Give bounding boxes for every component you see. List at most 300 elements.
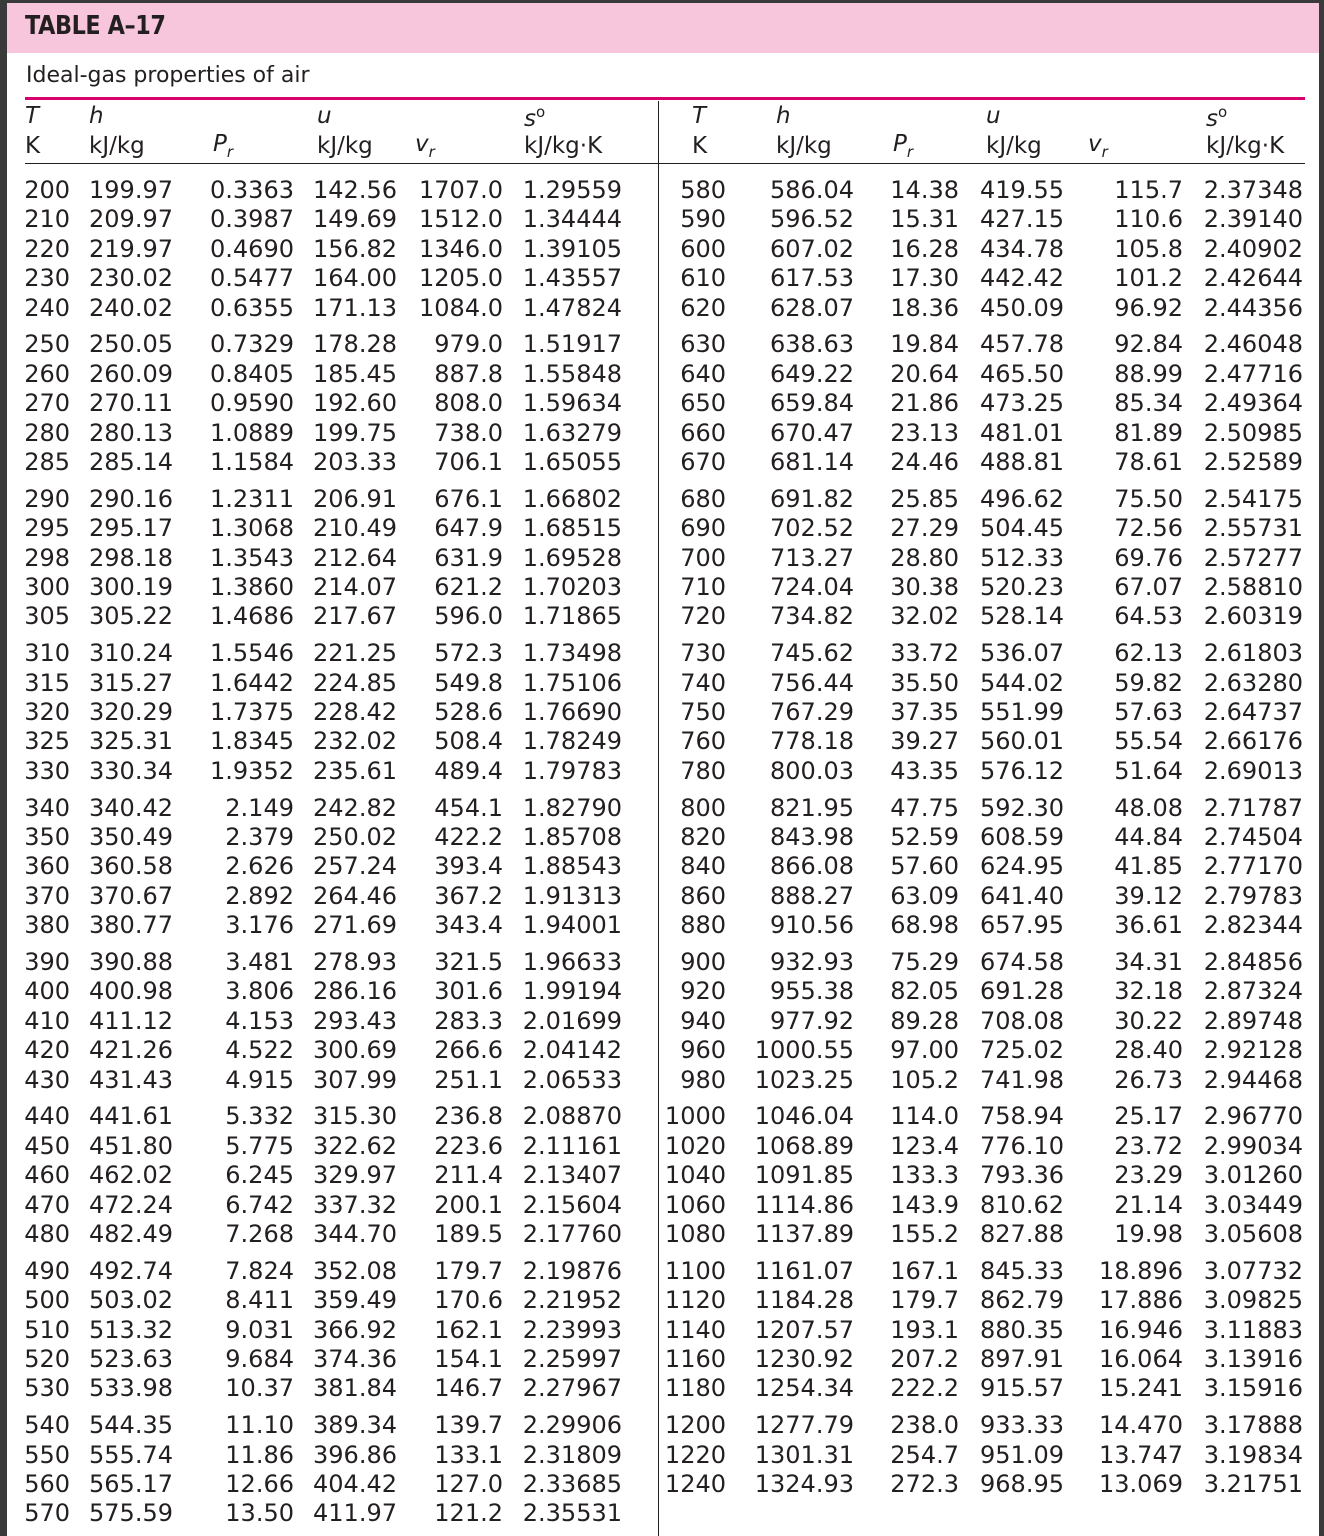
cell-u: 657.95 [980, 911, 1064, 940]
cell-pr: 1.5546 [210, 639, 294, 668]
cell-h: 285.14 [89, 448, 173, 476]
cell-h: 315.27 [89, 668, 173, 697]
cell-pr: 19.84 [890, 330, 959, 359]
cell-t-k: 760 [680, 727, 726, 756]
cell-h: 681.14 [770, 448, 854, 476]
cell-h: 320.29 [89, 698, 173, 726]
header-symbol-s0: $s^o$ [1206, 103, 1228, 132]
cell-s0: 2.35531 [522, 1499, 622, 1528]
cell-s0: 2.31809 [522, 1440, 622, 1469]
cell-pr: 52.59 [890, 823, 959, 851]
cell-t-k: 500 [24, 1286, 70, 1315]
cell-t-k: 230 [24, 264, 70, 293]
cell-h: 462.02 [89, 1161, 173, 1190]
cell-vr: 154.1 [434, 1345, 503, 1373]
cell-u: 286.16 [313, 977, 397, 1006]
cell-u: 915.57 [980, 1374, 1064, 1403]
cell-u: 520.23 [980, 573, 1064, 601]
cell-pr: 0.3363 [210, 176, 294, 204]
cell-pr: 1.3543 [210, 543, 294, 572]
cell-vr: 67.07 [1114, 573, 1183, 601]
cell-pr: 28.80 [890, 543, 959, 572]
cell-h: 888.27 [770, 881, 854, 910]
cell-s0: 2.99034 [1203, 1131, 1303, 1160]
cell-t-k: 900 [680, 948, 726, 976]
cell-h: 767.29 [770, 698, 854, 726]
cell-h: 298.18 [89, 543, 173, 572]
cell-s0: 2.33685 [522, 1470, 622, 1498]
cell-u: 185.45 [313, 359, 397, 388]
cell-u: 641.40 [980, 881, 1064, 910]
cell-s0: 1.68515 [522, 514, 622, 543]
cell-vr: 64.53 [1114, 602, 1183, 631]
cell-h: 300.19 [89, 573, 173, 601]
cell-h: 1068.89 [754, 1131, 854, 1160]
cell-vr: 121.2 [434, 1499, 503, 1528]
cell-vr: 81.89 [1114, 418, 1183, 447]
cell-vr: 179.7 [434, 1256, 503, 1285]
cell-s0: 2.96770 [1203, 1102, 1303, 1131]
cell-t-k: 1140 [664, 1315, 726, 1344]
cell-s0: 2.47716 [1203, 359, 1303, 388]
table-caption: Ideal-gas properties of air [26, 63, 310, 88]
cell-pr: 6.742 [225, 1190, 294, 1219]
cell-pr: 47.75 [890, 793, 959, 822]
cell-h: 492.74 [89, 1256, 173, 1285]
cell-u: 608.59 [980, 823, 1064, 851]
cell-h: 240.02 [89, 293, 173, 322]
cell-u: 142.56 [313, 176, 397, 204]
cell-t-k: 340 [24, 793, 70, 822]
cell-t-k: 250 [24, 330, 70, 359]
cell-vr: 13.069 [1099, 1470, 1183, 1498]
cell-s0: 2.71787 [1203, 793, 1303, 822]
cell-pr: 2.626 [225, 852, 294, 881]
cell-u: 359.49 [313, 1286, 397, 1315]
cell-s0: 2.15604 [522, 1190, 622, 1219]
cell-vr: 422.2 [434, 823, 503, 851]
cell-t-k: 560 [24, 1470, 70, 1498]
cell-pr: 6.245 [225, 1161, 294, 1190]
cell-t-k: 460 [24, 1161, 70, 1190]
cell-u: 250.02 [313, 823, 397, 851]
cell-vr: 146.7 [434, 1374, 503, 1403]
cell-pr: 143.9 [890, 1190, 959, 1219]
cell-h: 441.61 [89, 1102, 173, 1131]
cell-s0: 1.43557 [522, 264, 622, 293]
cell-u: 389.34 [313, 1411, 397, 1440]
cell-vr: 1346.0 [419, 234, 503, 263]
header-symbol-pr: $P_r$ [213, 131, 234, 161]
cell-u: 481.01 [980, 418, 1064, 447]
cell-u: 264.46 [313, 881, 397, 910]
cell-u: 544.02 [980, 668, 1064, 697]
cell-t-k: 370 [24, 881, 70, 910]
cell-s0: 1.79783 [522, 756, 622, 785]
cell-t-k: 280 [24, 418, 70, 447]
cell-vr: 631.9 [434, 543, 503, 572]
cell-vr: 887.8 [434, 359, 503, 388]
cell-u: 337.32 [313, 1190, 397, 1219]
cell-s0: 2.46048 [1203, 330, 1303, 359]
cell-t-k: 670 [680, 448, 726, 476]
cell-h: 290.16 [89, 484, 173, 513]
cell-t-k: 290 [24, 484, 70, 513]
cell-vr: 676.1 [434, 484, 503, 513]
cell-vr: 139.7 [434, 1411, 503, 1440]
cell-u: 352.08 [313, 1256, 397, 1285]
cell-vr: 15.241 [1099, 1374, 1183, 1403]
cell-pr: 27.29 [890, 514, 959, 543]
cell-t-k: 1200 [664, 1411, 726, 1440]
cell-h: 482.49 [89, 1220, 173, 1248]
cell-u: 212.64 [313, 543, 397, 572]
cell-t-k: 1060 [664, 1190, 726, 1219]
cell-u: 473.25 [980, 389, 1064, 418]
cell-s0: 2.92128 [1203, 1036, 1303, 1065]
cell-s0: 3.01260 [1203, 1161, 1303, 1190]
cell-s0: 2.77170 [1203, 852, 1303, 881]
cell-s0: 1.94001 [522, 911, 622, 940]
cell-s0: 2.11161 [522, 1131, 622, 1160]
cell-h: 565.17 [89, 1470, 173, 1498]
cell-pr: 1.6442 [210, 668, 294, 697]
cell-s0: 1.71865 [522, 602, 622, 631]
header-symbol-vr: $v_r$ [415, 131, 435, 161]
cell-h: 1254.34 [754, 1374, 854, 1403]
cell-s0: 2.89748 [1203, 1006, 1303, 1035]
cell-t-k: 600 [680, 234, 726, 263]
cell-vr: 1512.0 [419, 205, 503, 234]
cell-t-k: 270 [24, 389, 70, 418]
cell-vr: 301.6 [434, 977, 503, 1006]
cell-vr: 223.6 [434, 1131, 503, 1160]
cell-pr: 16.28 [890, 234, 959, 263]
cell-s0: 1.91313 [522, 881, 622, 910]
cell-t-k: 610 [680, 264, 726, 293]
cell-t-k: 298 [24, 543, 70, 572]
cell-t-k: 200 [24, 176, 70, 204]
cell-pr: 1.2311 [210, 484, 294, 513]
cell-u: 691.28 [980, 977, 1064, 1006]
cell-u: 776.10 [980, 1131, 1064, 1160]
header-unit-u: kJ/kg [986, 133, 1042, 159]
cell-h: 523.63 [89, 1345, 173, 1373]
cell-t-k: 800 [680, 793, 726, 822]
cell-u: 199.75 [313, 418, 397, 447]
cell-t-k: 450 [24, 1131, 70, 1160]
cell-s0: 1.99194 [522, 977, 622, 1006]
cell-vr: 1707.0 [419, 176, 503, 204]
cell-vr: 170.6 [434, 1286, 503, 1315]
cell-h: 724.04 [770, 573, 854, 601]
cell-vr: 127.0 [434, 1470, 503, 1498]
cell-h: 1301.31 [754, 1440, 854, 1469]
cell-vr: 13.747 [1099, 1440, 1183, 1469]
cell-vr: 1084.0 [419, 293, 503, 322]
cell-s0: 2.87324 [1203, 977, 1303, 1006]
cell-u: 442.42 [980, 264, 1064, 293]
cell-vr: 51.64 [1114, 756, 1183, 785]
cell-t-k: 300 [24, 573, 70, 601]
cell-pr: 2.892 [225, 881, 294, 910]
cell-vr: 454.1 [434, 793, 503, 822]
cell-u: 232.02 [313, 727, 397, 756]
cell-pr: 13.50 [225, 1499, 294, 1528]
cell-s0: 3.05608 [1203, 1220, 1303, 1248]
cell-s0: 2.69013 [1203, 756, 1303, 785]
cell-h: 1161.07 [754, 1256, 854, 1285]
cell-pr: 9.684 [225, 1345, 294, 1373]
cell-h: 390.88 [89, 948, 173, 976]
cell-t-k: 325 [24, 727, 70, 756]
cell-s0: 3.03449 [1203, 1190, 1303, 1219]
cell-h: 910.56 [770, 911, 854, 940]
cell-vr: 44.84 [1114, 823, 1183, 851]
cell-s0: 1.76690 [522, 698, 622, 726]
cell-pr: 1.8345 [210, 727, 294, 756]
cell-t-k: 1100 [664, 1256, 726, 1285]
cell-u: 862.79 [980, 1286, 1064, 1315]
cell-vr: 25.17 [1114, 1102, 1183, 1131]
cell-pr: 2.149 [225, 793, 294, 822]
cell-u: 242.82 [313, 793, 397, 822]
cell-vr: 32.18 [1114, 977, 1183, 1006]
cell-u: 171.13 [313, 293, 397, 322]
cell-t-k: 840 [680, 852, 726, 881]
cell-t-k: 390 [24, 948, 70, 976]
cell-s0: 2.52589 [1203, 448, 1303, 476]
header-unit-t-k: K [692, 133, 708, 159]
cell-u: 674.58 [980, 948, 1064, 976]
cell-vr: 211.4 [434, 1161, 503, 1190]
cell-vr: 200.1 [434, 1190, 503, 1219]
cell-vr: 105.8 [1114, 234, 1183, 263]
cell-t-k: 1020 [664, 1131, 726, 1160]
cell-h: 330.34 [89, 756, 173, 785]
cell-h: 649.22 [770, 359, 854, 388]
cell-s0: 2.13407 [522, 1161, 622, 1190]
cell-t-k: 920 [680, 977, 726, 1006]
cell-vr: 21.14 [1114, 1190, 1183, 1219]
cell-vr: 189.5 [434, 1220, 503, 1248]
cell-h: 866.08 [770, 852, 854, 881]
cell-vr: 110.6 [1114, 205, 1183, 234]
cell-pr: 75.29 [890, 948, 959, 976]
cell-pr: 8.411 [225, 1286, 294, 1315]
cell-u: 411.97 [313, 1499, 397, 1528]
cell-s0: 2.84856 [1203, 948, 1303, 976]
cell-vr: 596.0 [434, 602, 503, 631]
cell-h: 260.09 [89, 359, 173, 388]
cell-s0: 1.63279 [522, 418, 622, 447]
cell-t-k: 240 [24, 293, 70, 322]
cell-pr: 9.031 [225, 1315, 294, 1344]
cell-t-k: 400 [24, 977, 70, 1006]
cell-t-k: 1000 [664, 1102, 726, 1131]
cell-vr: 266.6 [434, 1036, 503, 1065]
cell-s0: 1.66802 [522, 484, 622, 513]
cell-t-k: 660 [680, 418, 726, 447]
cell-h: 305.22 [89, 602, 173, 631]
cell-pr: 222.2 [890, 1374, 959, 1403]
cell-h: 544.35 [89, 1411, 173, 1440]
cell-s0: 2.19876 [522, 1256, 622, 1285]
cell-pr: 97.00 [890, 1036, 959, 1065]
cell-pr: 114.0 [890, 1102, 959, 1131]
cell-u: 592.30 [980, 793, 1064, 822]
cell-pr: 272.3 [890, 1470, 959, 1498]
cell-s0: 3.09825 [1203, 1286, 1303, 1315]
cell-pr: 193.1 [890, 1315, 959, 1344]
cell-pr: 37.35 [890, 698, 959, 726]
cell-t-k: 570 [24, 1499, 70, 1528]
cell-t-k: 1040 [664, 1161, 726, 1190]
property-table-page [7, 3, 1319, 1536]
cell-pr: 167.1 [890, 1256, 959, 1285]
cell-vr: 92.84 [1114, 330, 1183, 359]
cell-pr: 123.4 [890, 1131, 959, 1160]
cell-vr: 133.1 [434, 1440, 503, 1469]
cell-t-k: 210 [24, 205, 70, 234]
cell-h: 270.11 [89, 389, 173, 418]
cell-u: 465.50 [980, 359, 1064, 388]
cell-vr: 321.5 [434, 948, 503, 976]
cell-s0: 2.66176 [1203, 727, 1303, 756]
cell-vr: 28.40 [1114, 1036, 1183, 1065]
cell-s0: 1.85708 [522, 823, 622, 851]
cell-s0: 2.61803 [1203, 639, 1303, 668]
cell-vr: 162.1 [434, 1315, 503, 1344]
cell-u: 381.84 [313, 1374, 397, 1403]
cell-vr: 979.0 [434, 330, 503, 359]
cell-pr: 30.38 [890, 573, 959, 601]
cell-t-k: 480 [24, 1220, 70, 1248]
cell-t-k: 690 [680, 514, 726, 543]
cell-u: 741.98 [980, 1065, 1064, 1094]
cell-t-k: 530 [24, 1374, 70, 1403]
cell-s0: 3.07732 [1203, 1256, 1303, 1285]
cell-pr: 3.481 [225, 948, 294, 976]
cell-h: 380.77 [89, 911, 173, 940]
cell-s0: 2.27967 [522, 1374, 622, 1403]
cell-s0: 2.17760 [522, 1220, 622, 1248]
cell-u: 810.62 [980, 1190, 1064, 1219]
cell-t-k: 980 [680, 1065, 726, 1094]
cell-s0: 1.73498 [522, 639, 622, 668]
cell-pr: 155.2 [890, 1220, 959, 1248]
cell-h: 586.04 [770, 176, 854, 204]
cell-h: 280.13 [89, 418, 173, 447]
cell-h: 1023.25 [754, 1065, 854, 1094]
cell-t-k: 860 [680, 881, 726, 910]
cell-s0: 1.88543 [522, 852, 622, 881]
cell-vr: 96.92 [1114, 293, 1183, 322]
cell-t-k: 1080 [664, 1220, 726, 1248]
cell-pr: 0.6355 [210, 293, 294, 322]
cell-u: 214.07 [313, 573, 397, 601]
cell-pr: 5.332 [225, 1102, 294, 1131]
cell-t-k: 510 [24, 1315, 70, 1344]
cell-h: 745.62 [770, 639, 854, 668]
cell-vr: 251.1 [434, 1065, 503, 1094]
cell-vr: 572.3 [434, 639, 503, 668]
cell-t-k: 710 [680, 573, 726, 601]
cell-h: 800.03 [770, 756, 854, 785]
cell-h: 1324.93 [754, 1470, 854, 1498]
cell-vr: 62.13 [1114, 639, 1183, 668]
cell-s0: 1.55848 [522, 359, 622, 388]
cell-h: 1091.85 [754, 1161, 854, 1190]
cell-vr: 367.2 [434, 881, 503, 910]
cell-u: 897.91 [980, 1345, 1064, 1373]
cell-pr: 43.35 [890, 756, 959, 785]
cell-pr: 0.7329 [210, 330, 294, 359]
cell-s0: 2.04142 [522, 1036, 622, 1065]
header-symbol-u: u [986, 103, 1001, 129]
cell-pr: 35.50 [890, 668, 959, 697]
cell-h: 1000.55 [754, 1036, 854, 1065]
cell-pr: 0.3987 [210, 205, 294, 234]
cell-h: 628.07 [770, 293, 854, 322]
cell-pr: 4.522 [225, 1036, 294, 1065]
cell-s0: 1.39105 [522, 234, 622, 263]
cell-vr: 59.82 [1114, 668, 1183, 697]
cell-u: 192.60 [313, 389, 397, 418]
cell-pr: 32.02 [890, 602, 959, 631]
cell-u: 257.24 [313, 852, 397, 881]
cell-s0: 2.39140 [1203, 205, 1303, 234]
cell-t-k: 960 [680, 1036, 726, 1065]
cell-vr: 1205.0 [419, 264, 503, 293]
cell-t-k: 730 [680, 639, 726, 668]
cell-vr: 706.1 [434, 448, 503, 476]
cell-h: 734.82 [770, 602, 854, 631]
cell-u: 488.81 [980, 448, 1064, 476]
cell-u: 235.61 [313, 756, 397, 785]
cell-t-k: 880 [680, 911, 726, 940]
cell-t-k: 470 [24, 1190, 70, 1219]
cell-h: 932.93 [770, 948, 854, 976]
cell-u: 528.14 [980, 602, 1064, 631]
cell-t-k: 220 [24, 234, 70, 263]
cell-h: 756.44 [770, 668, 854, 697]
cell-pr: 4.915 [225, 1065, 294, 1094]
cell-pr: 3.176 [225, 911, 294, 940]
cell-t-k: 410 [24, 1006, 70, 1035]
cell-h: 778.18 [770, 727, 854, 756]
cell-pr: 3.806 [225, 977, 294, 1006]
cell-t-k: 330 [24, 756, 70, 785]
cell-vr: 23.29 [1114, 1161, 1183, 1190]
header-symbol-s0: $s^o$ [524, 103, 546, 132]
cell-u: 827.88 [980, 1220, 1064, 1248]
cell-s0: 2.40902 [1203, 234, 1303, 263]
cell-pr: 133.3 [890, 1161, 959, 1190]
cell-h: 1230.92 [754, 1345, 854, 1373]
cell-vr: 19.98 [1114, 1220, 1183, 1248]
header-unit-h: kJ/kg [89, 133, 145, 159]
cell-s0: 2.54175 [1203, 484, 1303, 513]
cell-pr: 20.64 [890, 359, 959, 388]
cell-vr: 549.8 [434, 668, 503, 697]
cell-h: 250.05 [89, 330, 173, 359]
cell-h: 638.63 [770, 330, 854, 359]
cell-u: 206.91 [313, 484, 397, 513]
cell-vr: 57.63 [1114, 698, 1183, 726]
cell-u: 224.85 [313, 668, 397, 697]
cell-pr: 5.775 [225, 1131, 294, 1160]
